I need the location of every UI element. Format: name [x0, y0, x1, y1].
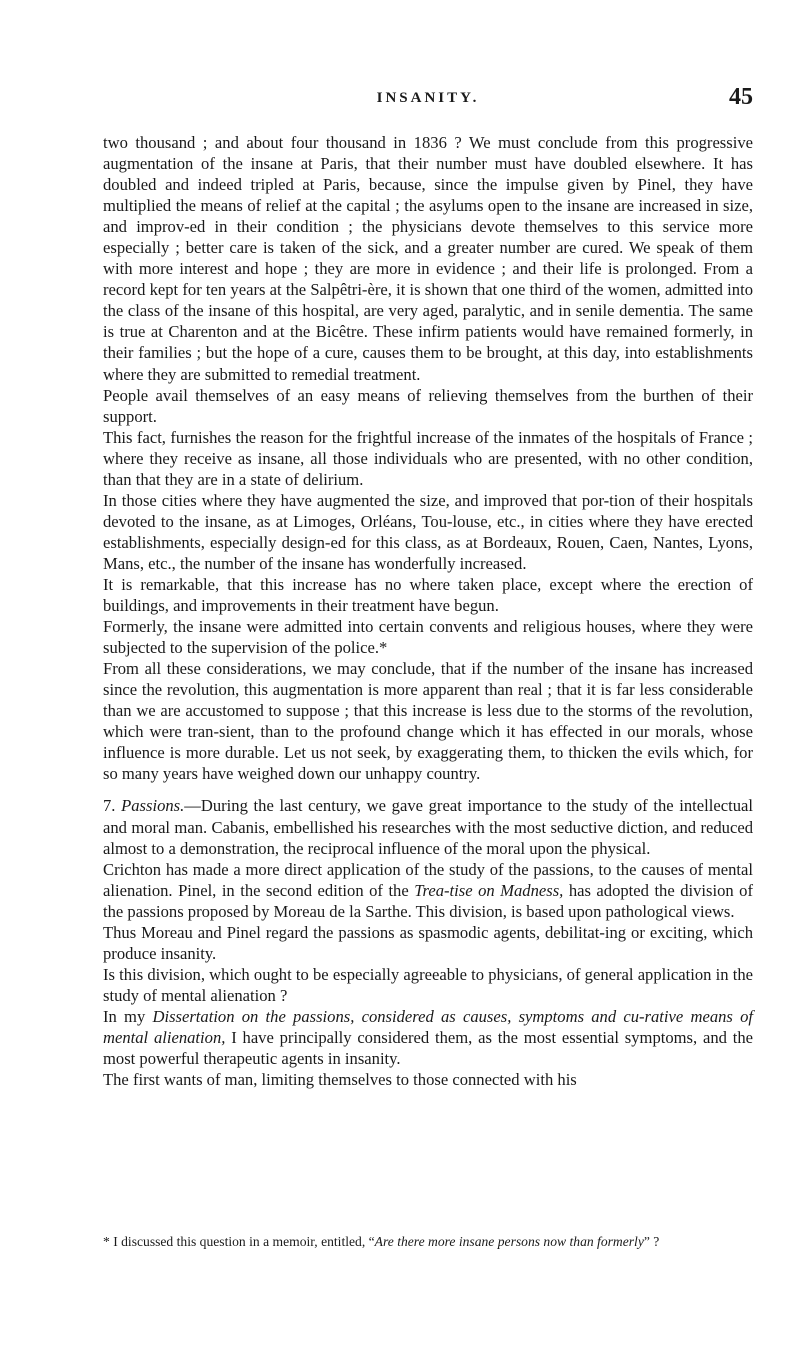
paragraph-text: Crichton has made a more direct application of the study of the passions, to the causes of mental alienation. Pinel, in the second edition of the — [103, 859, 753, 900]
section-7-intro — [103, 795, 753, 858]
paragraph: two thousand ; and about four thousand in 1836 ? We must conclude from this progressive augmentation of the insane at Paris, that their number must have doubled elsewhere. It has doubled and indeed tripled at Paris, because, since the impulse given by Pinel, they have multiplied the means of relief at the capital ; the asylums open to the insane are increased in size, and improv-ed in their condition ; the physicians devote themselves to this service more especially ; better care is taken of the sick, and a greater number are cured. We speak of them with more interest and hope ; they are more in evidence ; and their life is prolonged. From a record kept for ten years at the Salpêtri-ère, it is shown that one third of the women, admitted into the class of the insane of this hospital, are very aged, paralytic, and in senile dementia. The same is true at Charenton and at the Bicêtre. These infirm patients would have remained formerly, in their families ; but the hope of a cure, causes them to be brought, at this day, into establishments where they are submitted to remedial treatment. — [103, 133, 753, 384]
footnote-text: * I discussed this question in a memoir, entitled, “ — [103, 1234, 375, 1249]
body-text — [103, 132, 753, 1090]
footnote-text: ” ? — [643, 1234, 660, 1249]
running-title: INSANITY. — [376, 90, 480, 106]
page-header — [103, 84, 753, 118]
book-title: Trea-tise on Madness, — [414, 880, 564, 900]
paragraph: From all these considerations, we may conclude, that if the number of the insane has increased since the revolution, this augmentation is more apparent than real ; that it is far less considerable than we are accustomed to suppose ; that this increase is less due to the storms of the revolution, which were tran-sient, than to the profound change which it has effected in our morals, whose influence is more durable. Let us not seek, by exaggerating them, to thicken the evils which, for so many years have weighed down our unhappy country. — [103, 659, 753, 784]
paragraph — [103, 1006, 753, 1069]
paragraph: In those cities where they have augmented the size, and improved that por-tion of their hospitals devoted to the insane, as at Limoges, Orléans, Tou-louse, etc., in cities where they have erected establishments, especially design-ed for this class, as at Bordeaux, Rouen, Caen, Nantes, Lyons, Mans, etc., the number of the insane has wonderfully increased. — [103, 490, 753, 573]
footnote — [103, 1233, 753, 1250]
paragraph: Formerly, the insane were admitted into certain convents and religious houses, where they were subjected to the supervision of the police.* — [103, 617, 753, 658]
paragraph: Is this division, which ought to be especially agreeable to physicians, of general application in the study of mental alienation ? — [103, 964, 753, 1005]
paragraph-text: In my — [103, 1006, 153, 1026]
paragraph: People avail themselves of an easy means of relieving themselves from the burthen of their support. — [103, 385, 753, 426]
paragraph: This fact, furnishes the reason for the frightful increase of the inmates of the hospitals of France ; where they receive as insane, all those individuals who are presented, with no other condition, than that they are in a state of delirium. — [103, 427, 753, 489]
paragraph: Thus Moreau and Pinel regard the passions as spasmodic agents, debilitat-ing or exciting, which produce insanity. — [103, 922, 753, 963]
page-number: 45 — [729, 84, 753, 110]
paragraph-text: has adopted the division of the passions proposed by Moreau de la Sarthe. This division, is based upon pathological views. — [103, 880, 754, 921]
paragraph: It is remarkable, that this increase has no where taken place, except where the erection of buildings, and improvements in their treatment have begun. — [103, 574, 753, 616]
section-number: 7. — [103, 796, 116, 816]
footnote-title: Are there more insane persons now than formerly — [374, 1234, 644, 1249]
paragraph — [103, 859, 753, 922]
section-intro-text: —During the last century, we gave great importance to the study of the intellectual and moral man. Cabanis, embellished his researches with the most seductive diction, and reduced almost to a demonstration, the reciprocal influence of the moral upon the physical. — [103, 796, 753, 858]
dissertation-title: Dissertation on the passions, considered as causes, symptoms and cu-rative means of mental alienation, — [103, 1006, 753, 1047]
section-heading: Passions. — [121, 796, 185, 816]
paragraph: The first wants of man, limiting themselves to those connected with his — [103, 1070, 577, 1090]
paragraph-text: I have principally considered them, as the most essential symptoms, and the most powerful therapeutic agents in insanity. — [103, 1027, 753, 1069]
